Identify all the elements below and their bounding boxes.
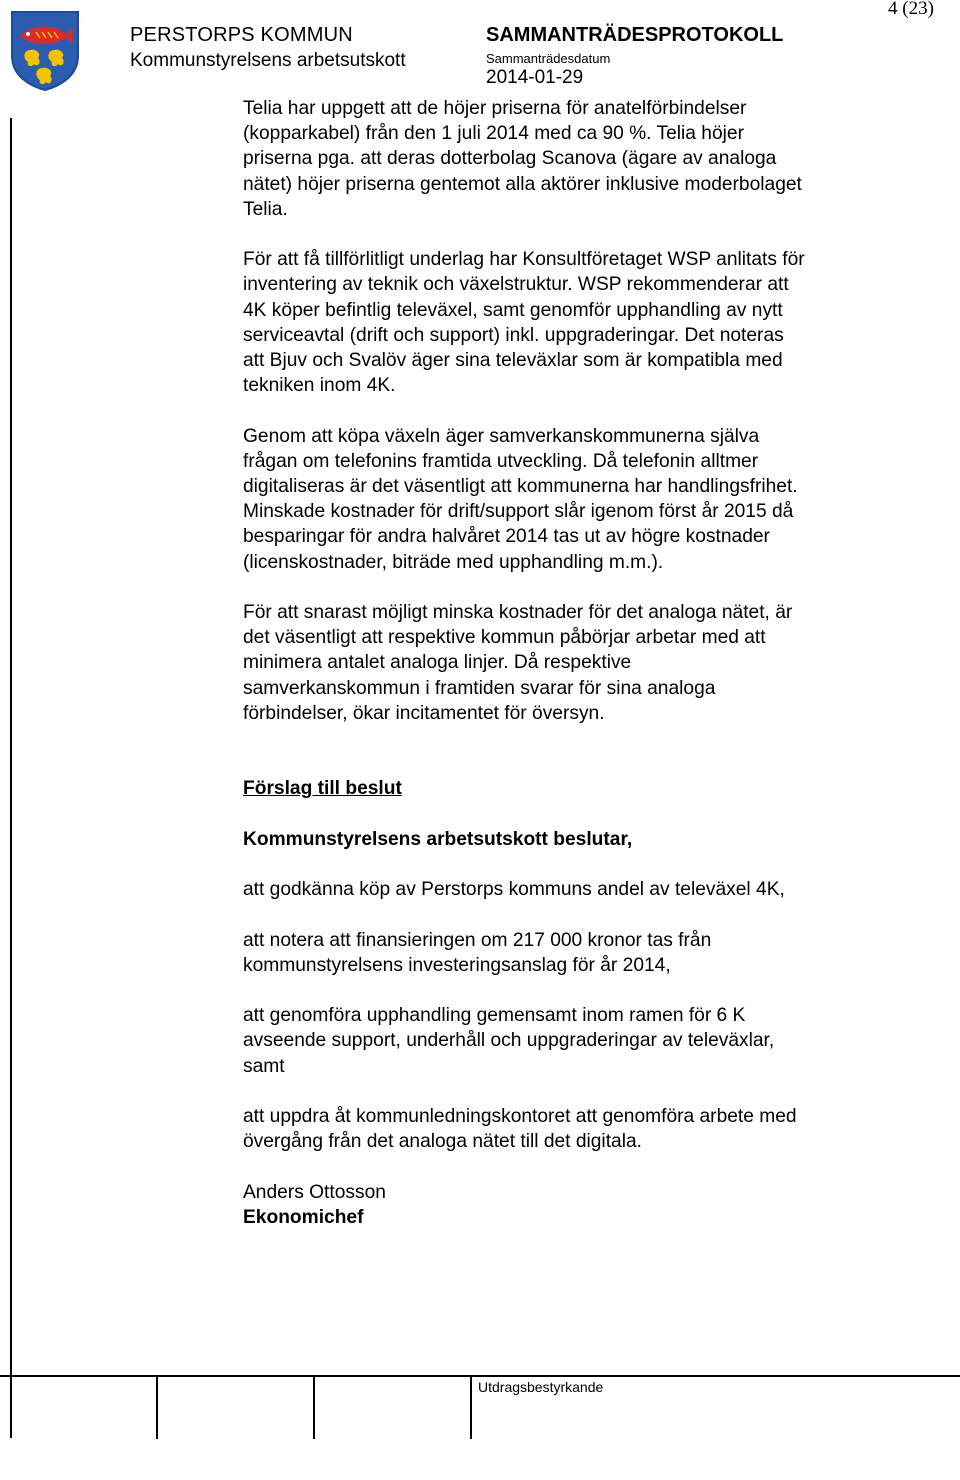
footer-divider	[0, 1375, 960, 1377]
signatory-title: Ekonomichef	[243, 1206, 364, 1228]
decision-item	[243, 877, 903, 902]
text-line: frågan om telefonins framtida utveckling. Då telefonin alltmer	[243, 450, 759, 472]
text-line: Telia.	[243, 198, 288, 220]
decision-item	[243, 1104, 903, 1154]
proposal-heading: Förslag till beslut	[243, 778, 402, 800]
text-line: Telia har uppgett att de höjer priserna för anatelförbindelser	[243, 98, 747, 119]
text-line: (licenskostnader, biträde med upphandling m.m.).	[243, 551, 664, 573]
municipal-crest-logo	[10, 10, 80, 92]
page-number: 4 (23)	[888, 0, 934, 19]
decision-intro: Kommunstyrelsens arbetsutskott beslutar,	[243, 828, 633, 850]
text-line: tekniken inom 4K.	[243, 375, 396, 397]
text-line: serviceavtal (drift och support) inkl. uppgraderingar. Det noteras	[243, 324, 784, 346]
text-line: minimera antalet analoga linjer. Då respektive	[243, 652, 632, 674]
meeting-date: 2014-01-29	[486, 67, 584, 88]
text-line: det väsentligt att respektive kommun påbörjar arbetar med att	[243, 627, 766, 649]
text-line: nätet) höjer priserna gentemot alla aktörer inklusive moderbolaget	[243, 173, 802, 195]
document-body	[243, 96, 903, 1230]
extract-certification-label: Utdragsbestyrkande	[478, 1379, 604, 1395]
text-line: Minskade kostnader för drift/support slår igenom först år 2015 då	[243, 501, 794, 523]
board-name: Kommunstyrelsens arbetsutskott	[130, 50, 406, 71]
text-line: att genomföra upphandling gemensamt inom ramen för 6 K	[243, 1005, 746, 1027]
text-line: avseende support, underhåll och uppgraderingar av televäxlar,	[243, 1030, 775, 1052]
document-type: SAMMANTRÄDESPROTOKOLL	[486, 24, 784, 46]
decision-item	[243, 1003, 903, 1079]
text-line: att Bjuv och Svalöv äger sina televäxlar som är kompatibla med	[243, 350, 783, 372]
meeting-date-label: Sammanträdesdatum	[486, 51, 611, 66]
text-line: att notera att finansieringen om 217 000 kronor tas från	[243, 929, 712, 951]
text-line: samt	[243, 1055, 285, 1077]
text-line: kommunstyrelsens investeringsanslag för år 2014,	[243, 954, 671, 976]
organization-name: PERSTORPS KOMMUN	[130, 24, 353, 46]
text-line: digitaliseras är det väsentligt att kommunerna har handlingsfrihet.	[243, 476, 798, 498]
signatory-name: Anders Ottosson	[243, 1181, 386, 1203]
text-line: För att få tillförlitligt underlag har Konsultföretaget WSP anlitats för	[243, 249, 805, 271]
signature-box-divider	[470, 1377, 472, 1439]
text-line: övergång från det analoga nätet till det digitala.	[243, 1131, 642, 1153]
decision-item	[243, 928, 903, 978]
text-line: 4K köper befintlig televäxel, samt genomför upphandling av nytt	[243, 299, 783, 321]
text-line: För att snarast möjligt minska kostnader för det analoga nätet, är	[243, 602, 793, 624]
text-line: förbindelser, ökar incitamentet för översyn.	[243, 702, 605, 724]
text-line: att uppdra åt kommunledningskontoret att genomföra arbete med	[243, 1105, 797, 1127]
text-line: (kopparkabel) från den 1 juli 2014 med ca 90 %. Telia höjer	[243, 123, 744, 145]
paragraph	[243, 96, 903, 222]
paragraph	[243, 600, 903, 726]
paragraph	[243, 424, 903, 575]
paragraph	[243, 247, 903, 398]
text-line: Genom att köpa växeln äger samverkanskommunerna själva	[243, 425, 760, 447]
text-line: inventering av teknik och växelstruktur. WSP rekommenderar att	[243, 274, 789, 296]
left-margin-line	[10, 118, 12, 1438]
signature-box-divider	[313, 1377, 315, 1439]
text-line: priserna pga. att deras dotterbolag Scanova (ägare av analoga	[243, 148, 777, 170]
signature-box-divider	[156, 1377, 158, 1439]
text-line: att godkänna köp av Perstorps kommuns andel av televäxel 4K,	[243, 879, 785, 901]
text-line: besparingar för andra halvåret 2014 tas ut av högre kostnader	[243, 526, 770, 548]
text-line: samverkanskommun i framtiden svarar för sina analoga	[243, 677, 716, 699]
